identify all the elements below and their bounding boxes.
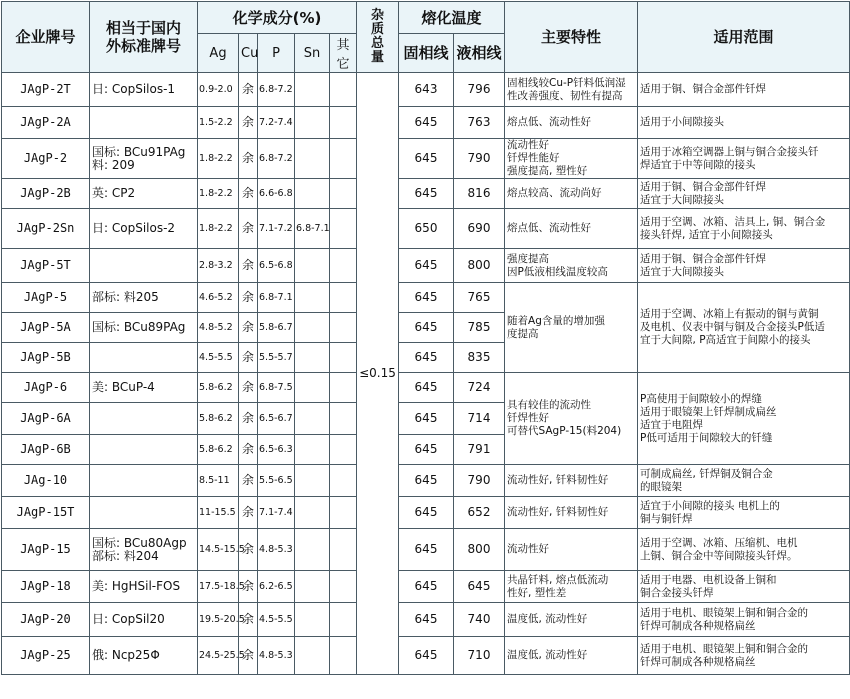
ag-cell: 1.8-2.2	[198, 139, 239, 179]
grade-cell: JAgP-5	[2, 283, 90, 313]
table-row	[2, 465, 850, 497]
header-grade: 企业牌号	[2, 2, 90, 73]
sn-cell	[295, 179, 330, 209]
scope-cell: 适用于小间隙接头	[638, 107, 850, 139]
grade-cell: JAgP-2A	[2, 107, 90, 139]
grade-cell: JAg-10	[2, 465, 90, 497]
sn-cell	[295, 73, 330, 107]
header-other: 其它	[330, 34, 357, 73]
p-cell: 7.1-7.2	[258, 209, 295, 249]
equivalent-cell: 美: HgHSil-FOS	[90, 571, 198, 603]
header-composition: 化学成分(%)	[198, 2, 357, 34]
cu-cell: 余	[239, 637, 258, 675]
p-cell: 7.1-7.4	[258, 497, 295, 529]
scope-cell: 适用于电机、眼镜架上铜和铜合金的 钎焊可制成各种规格扁丝	[638, 603, 850, 637]
liquidus-cell: 791	[454, 435, 505, 465]
sn-cell	[295, 403, 330, 435]
p-cell: 7.2-7.4	[258, 107, 295, 139]
liquidus-cell: 714	[454, 403, 505, 435]
solidus-cell: 645	[399, 283, 454, 313]
cu-cell: 余	[239, 465, 258, 497]
table-row	[2, 209, 850, 249]
cu-cell: 余	[239, 435, 258, 465]
grade-cell: JAgP-6A	[2, 403, 90, 435]
ag-cell: 0.9-2.0	[198, 73, 239, 107]
equivalent-cell	[90, 435, 198, 465]
p-cell: 5.8-6.7	[258, 313, 295, 343]
scope-cell: 适用于冰箱空调器上铜与铜合金接头钎 焊适宜于中等间隙的接头	[638, 139, 850, 179]
equivalent-cell: 美: BCuP-4	[90, 373, 198, 403]
features-cell: 流动性好, 钎料韧性好	[505, 465, 638, 497]
other-cell	[330, 497, 357, 529]
cu-cell: 余	[239, 529, 258, 571]
sn-cell	[295, 313, 330, 343]
grade-cell: JAgP-5T	[2, 249, 90, 283]
scope-cell: 可制成扁丝, 钎焊铜及铜合金 的眼镜架	[638, 465, 850, 497]
ag-cell: 8.5-11	[198, 465, 239, 497]
p-cell: 6.6-6.8	[258, 179, 295, 209]
features-cell: 流动性好 钎焊性能好 强度提高, 塑性好	[505, 139, 638, 179]
scope-cell: P高使用于间隙较小的焊缝 适用于眼镜架上钎焊制成扁丝 适宜于电阻焊 P低可适用于间隙较大的钎缝	[638, 373, 850, 465]
ag-cell: 2.8-3.2	[198, 249, 239, 283]
liquidus-cell: 765	[454, 283, 505, 313]
sn-cell	[295, 435, 330, 465]
p-cell: 5.5-5.7	[258, 343, 295, 373]
cu-cell: 余	[239, 107, 258, 139]
features-cell: 随着Ag含量的增加强 度提高	[505, 283, 638, 373]
p-cell: 6.8-7.2	[258, 73, 295, 107]
header-liquidus: 液相线	[454, 34, 505, 73]
p-cell: 6.5-6.3	[258, 435, 295, 465]
other-cell	[330, 637, 357, 675]
cu-cell: 余	[239, 179, 258, 209]
equivalent-cell: 国标: BCu80Agp 部标: 料204	[90, 529, 198, 571]
brazing-alloy-table	[1, 1, 850, 675]
features-cell: 温度低, 流动性好	[505, 603, 638, 637]
grade-cell: JAgP-15	[2, 529, 90, 571]
solidus-cell: 645	[399, 497, 454, 529]
cu-cell: 余	[239, 373, 258, 403]
liquidus-cell: 724	[454, 373, 505, 403]
grade-cell: JAgP-20	[2, 603, 90, 637]
equivalent-cell	[90, 249, 198, 283]
scope-cell: 适用于空调、冰箱上有振动的铜与黄铜 及电机、仪表中铜与铜及合金接头P低适 宜于大间隙, P高适宜于间隙小的接头	[638, 283, 850, 373]
other-cell	[330, 209, 357, 249]
ag-cell: 1.5-2.2	[198, 107, 239, 139]
liquidus-cell: 835	[454, 343, 505, 373]
table-row	[2, 603, 850, 637]
grade-cell: JAgP-25	[2, 637, 90, 675]
equivalent-cell: 日: CopSilos-1	[90, 73, 198, 107]
features-cell: 强度提高 因P低液相线温度较高	[505, 249, 638, 283]
header-solidus: 固相线	[399, 34, 454, 73]
liquidus-cell: 790	[454, 139, 505, 179]
cu-cell: 余	[239, 603, 258, 637]
features-cell: 熔点较高、流动尚好	[505, 179, 638, 209]
other-cell	[330, 403, 357, 435]
ag-cell: 4.8-5.2	[198, 313, 239, 343]
features-cell: 熔点低、流动性好	[505, 107, 638, 139]
features-cell: 温度低, 流动性好	[505, 637, 638, 675]
table-row	[2, 139, 850, 179]
p-cell: 6.5-6.7	[258, 403, 295, 435]
ag-cell: 1.8-2.2	[198, 209, 239, 249]
solidus-cell: 645	[399, 107, 454, 139]
solidus-cell: 643	[399, 73, 454, 107]
header-sn: Sn	[295, 34, 330, 73]
equivalent-cell: 俄: Ncp25Φ	[90, 637, 198, 675]
solidus-cell: 650	[399, 209, 454, 249]
solidus-cell: 645	[399, 529, 454, 571]
equivalent-cell: 国标: BCu91PAg 料: 209	[90, 139, 198, 179]
cu-cell: 余	[239, 497, 258, 529]
table-row	[2, 107, 850, 139]
grade-cell: JAgP-2Sn	[2, 209, 90, 249]
ag-cell: 1.8-2.2	[198, 179, 239, 209]
solidus-cell: 645	[399, 139, 454, 179]
scope-cell: 适用于电器、电机设备上铜和 铜合金接头钎焊	[638, 571, 850, 603]
cu-cell: 余	[239, 571, 258, 603]
liquidus-cell: 652	[454, 497, 505, 529]
sn-cell	[295, 465, 330, 497]
other-cell	[330, 179, 357, 209]
table-row	[2, 283, 850, 313]
equivalent-cell	[90, 497, 198, 529]
ag-cell: 11-15.5	[198, 497, 239, 529]
table-row	[2, 571, 850, 603]
table-row	[2, 249, 850, 283]
solidus-cell: 645	[399, 249, 454, 283]
p-cell: 6.8-7.1	[258, 283, 295, 313]
equivalent-cell	[90, 107, 198, 139]
other-cell	[330, 465, 357, 497]
scope-cell: 适用于铜、铜合金部件钎焊	[638, 73, 850, 107]
scope-cell: 适宜于小间隙的接头 电机上的 铜与铜钎焊	[638, 497, 850, 529]
cu-cell: 余	[239, 403, 258, 435]
other-cell	[330, 603, 357, 637]
solidus-cell: 645	[399, 603, 454, 637]
sn-cell	[295, 343, 330, 373]
ag-cell: 14.5-15.5	[198, 529, 239, 571]
table-row	[2, 373, 850, 403]
p-cell: 6.5-6.8	[258, 249, 295, 283]
header-impurity: 杂 质 总 量	[357, 2, 399, 73]
equivalent-cell: 国标: BCu89PAg	[90, 313, 198, 343]
equivalent-cell	[90, 403, 198, 435]
header-cu: Cu	[239, 34, 258, 73]
sn-cell	[295, 283, 330, 313]
sn-cell	[295, 603, 330, 637]
p-cell: 6.8-7.2	[258, 139, 295, 179]
grade-cell: JAgP-18	[2, 571, 90, 603]
features-cell: 固相线较Cu-P钎料低润湿 性改善强度、韧性有提高	[505, 73, 638, 107]
grade-cell: JAgP-6B	[2, 435, 90, 465]
liquidus-cell: 645	[454, 571, 505, 603]
liquidus-cell: 710	[454, 637, 505, 675]
ag-cell: 5.8-6.2	[198, 435, 239, 465]
solidus-cell: 645	[399, 637, 454, 675]
ag-cell: 5.8-6.2	[198, 403, 239, 435]
other-cell	[330, 139, 357, 179]
table-row	[2, 179, 850, 209]
cu-cell: 余	[239, 139, 258, 179]
liquidus-cell: 740	[454, 603, 505, 637]
features-cell: 具有较佳的流动性 钎焊性好 可替代SAgP-15(料204)	[505, 373, 638, 465]
equivalent-cell	[90, 465, 198, 497]
header-p: P	[258, 34, 295, 73]
other-cell	[330, 343, 357, 373]
solidus-cell: 645	[399, 179, 454, 209]
equivalent-cell	[90, 343, 198, 373]
sn-cell: 6.8-7.1	[295, 209, 330, 249]
features-cell: 流动性好	[505, 529, 638, 571]
other-cell	[330, 373, 357, 403]
grade-cell: JAgP-2B	[2, 179, 90, 209]
cu-cell: 余	[239, 343, 258, 373]
equivalent-cell: 日: CopSilos-2	[90, 209, 198, 249]
liquidus-cell: 763	[454, 107, 505, 139]
other-cell	[330, 73, 357, 107]
other-cell	[330, 571, 357, 603]
ag-cell: 24.5-25.5	[198, 637, 239, 675]
scope-cell: 适用于铜、铜合金部件钎焊 适宜于大间隙接头	[638, 179, 850, 209]
solidus-cell: 645	[399, 373, 454, 403]
liquidus-cell: 800	[454, 249, 505, 283]
other-cell	[330, 313, 357, 343]
liquidus-cell: 816	[454, 179, 505, 209]
ag-cell: 17.5-18.5	[198, 571, 239, 603]
other-cell	[330, 107, 357, 139]
header-equivalent: 相当于国内 外标准牌号	[90, 2, 198, 73]
table-row	[2, 73, 850, 107]
solidus-cell: 645	[399, 571, 454, 603]
liquidus-cell: 800	[454, 529, 505, 571]
scope-cell: 适用于铜、铜合金部件钎焊 适宜于大间隙接头	[638, 249, 850, 283]
grade-cell: JAgP-5A	[2, 313, 90, 343]
table-row	[2, 497, 850, 529]
liquidus-cell: 790	[454, 465, 505, 497]
solidus-cell: 645	[399, 465, 454, 497]
cu-cell: 余	[239, 209, 258, 249]
other-cell	[330, 529, 357, 571]
header-scope: 适用范围	[638, 2, 850, 73]
solidus-cell: 645	[399, 403, 454, 435]
sn-cell	[295, 139, 330, 179]
sn-cell	[295, 249, 330, 283]
features-cell: 熔点低、流动性好	[505, 209, 638, 249]
scope-cell: 适用于电机、眼镜架上铜和铜合金的 钎焊可制成各种规格扁丝	[638, 637, 850, 675]
cu-cell: 余	[239, 73, 258, 107]
ag-cell: 19.5-20.5	[198, 603, 239, 637]
p-cell: 4.8-5.3	[258, 637, 295, 675]
equivalent-cell: 日: CopSil20	[90, 603, 198, 637]
cu-cell: 余	[239, 313, 258, 343]
equivalent-cell: 英: CP2	[90, 179, 198, 209]
liquidus-cell: 796	[454, 73, 505, 107]
sn-cell	[295, 497, 330, 529]
features-cell: 流动性好, 钎料韧性好	[505, 497, 638, 529]
solidus-cell: 645	[399, 435, 454, 465]
header-melting: 熔化温度	[399, 2, 505, 34]
solidus-cell: 645	[399, 313, 454, 343]
grade-cell: JAgP-2	[2, 139, 90, 179]
scope-cell: 适用于空调、冰箱、洁具上, 铜、铜合金 接头钎焊, 适宜于小间隙接头	[638, 209, 850, 249]
ag-cell: 4.6-5.2	[198, 283, 239, 313]
table-row	[2, 529, 850, 571]
table-row	[2, 637, 850, 675]
grade-cell: JAgP-15T	[2, 497, 90, 529]
ag-cell: 5.8-6.2	[198, 373, 239, 403]
sn-cell	[295, 529, 330, 571]
sn-cell	[295, 107, 330, 139]
p-cell: 4.5-5.5	[258, 603, 295, 637]
scope-cell: 适用于空调、冰箱、压缩机、电机 上铜、铜合金中等间隙接头钎焊。	[638, 529, 850, 571]
other-cell	[330, 249, 357, 283]
features-cell: 共晶钎料, 熔点低流动 性好, 塑性差	[505, 571, 638, 603]
sn-cell	[295, 637, 330, 675]
equivalent-cell: 部标: 料205	[90, 283, 198, 313]
solidus-cell: 645	[399, 343, 454, 373]
sn-cell	[295, 373, 330, 403]
other-cell	[330, 435, 357, 465]
p-cell: 6.2-6.5	[258, 571, 295, 603]
p-cell: 4.8-5.3	[258, 529, 295, 571]
liquidus-cell: 690	[454, 209, 505, 249]
other-cell	[330, 283, 357, 313]
grade-cell: JAgP-2T	[2, 73, 90, 107]
p-cell: 6.8-7.5	[258, 373, 295, 403]
ag-cell: 4.5-5.5	[198, 343, 239, 373]
grade-cell: JAgP-6	[2, 373, 90, 403]
sn-cell	[295, 571, 330, 603]
cu-cell: 余	[239, 283, 258, 313]
header-features: 主要特性	[505, 2, 638, 73]
liquidus-cell: 785	[454, 313, 505, 343]
p-cell: 5.5-6.5	[258, 465, 295, 497]
cu-cell: 余	[239, 249, 258, 283]
grade-cell: JAgP-5B	[2, 343, 90, 373]
header-ag: Ag	[198, 34, 239, 73]
impurity-cell: ≤0.15	[357, 73, 399, 675]
